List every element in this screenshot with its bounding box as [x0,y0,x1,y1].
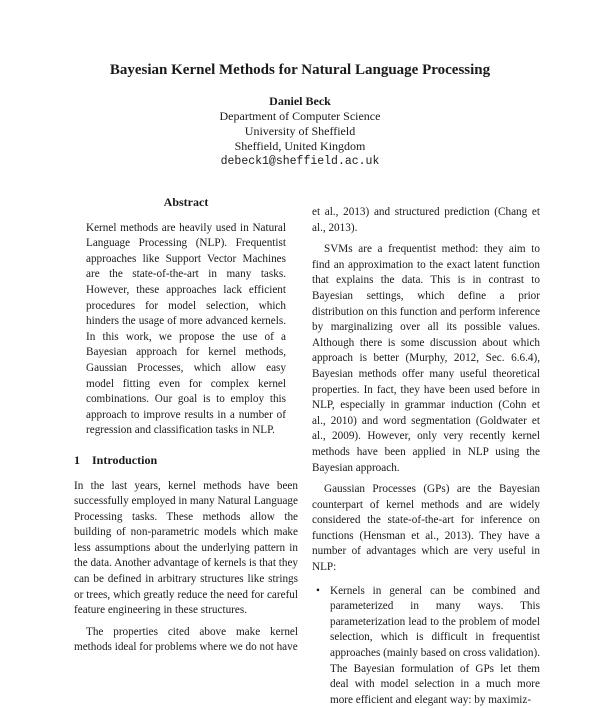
right-paragraph-1: SVMs are a frequentist method: they aim to find an approximation to the exact latent function that explains the data. This is in contrast to Bayesian settings, which define a prior distribution on this function and perform inference by marginalizing over all its possible values. Although there is some discussion about which approach is better (Murphy, 2012, Sec. 6.6.4), Bayesian methods offer many useful theoretical properties. In fact, they have been used before in NLP, especially in grammar induction (Cohn et al., 2010) and word segmentation (Goldwater et al., 2009). However, only very recently kernel methods have been applied in NLP using the Bayesian approach. [312,243,540,474]
right-column [312,205,540,708]
left-column [74,195,298,662]
abstract-text: Kernel methods are heavily used in Natural Language Processing (NLP). Frequentist approaches like Support Vector Machines are the state-of-the-art in many tasks. However, these approaches lack efficient procedures for model selection, which hinders the usage of more advanced kernels. In this work, we propose the use of a Bayesian approach for kernel methods, Gaussian Processes, which allow easy model fitting even for complex kernel combinations. Our goal is to employ this approach to improve results in a number of regression and classification tasks in NLP. [86,221,286,437]
author-block [0,94,600,169]
section-heading-introduction [74,453,298,469]
author-location: Sheffield, United Kingdom [234,139,366,153]
intro-paragraph-2: The properties cited above make kernel methods ideal for problems where we do not have [74,625,298,654]
list-item-text: Kernels in general can be combined and parameterized in many ways. This parameterization lead to the problem of model selection, which is difficult in frequentist approaches (mainly based on cross validation). The Bayesian formulation of GPs let them deal with model selection in a much more more efficient and elegant way: by maximiz- [330,584,541,706]
author-name: Daniel Beck [269,94,331,108]
right-continuation: et al., 2013) and structured prediction (Chang et al., 2013). [312,206,540,234]
paper-title: Bayesian Kernel Methods for Natural Language Processing [109,62,491,78]
list-item [316,584,541,708]
bullet-icon: • [316,584,320,597]
section-number: 1 [74,452,80,467]
intro-paragraph-1: In the last years, kernel methods have been successfully employed in many Natural Language Processing tasks. These methods allow the building of non-parametric models which make less assumptions about the underlying pattern in the data. Another advantage of kernels is that they can be defined in arbitrary structures like strings or trees, which greatly reduce the need for careful feature engineering in these structures. [74,479,298,617]
author-university: University of Sheffield [244,124,356,138]
section-title: Introduction [92,452,158,467]
advantages-list [312,584,540,708]
abstract-heading: Abstract [163,195,209,209]
right-paragraph-2: Gaussian Processes (GPs) are the Bayesian counterpart of kernel methods and are widely considered the state-of-the-art for inference on functions (Hensman et al., 2013). They have a number of advantages which are very useful in NLP: [312,483,540,574]
author-email: debeck1@sheffield.ac.uk [220,155,380,168]
author-department: Department of Computer Science [219,109,381,123]
